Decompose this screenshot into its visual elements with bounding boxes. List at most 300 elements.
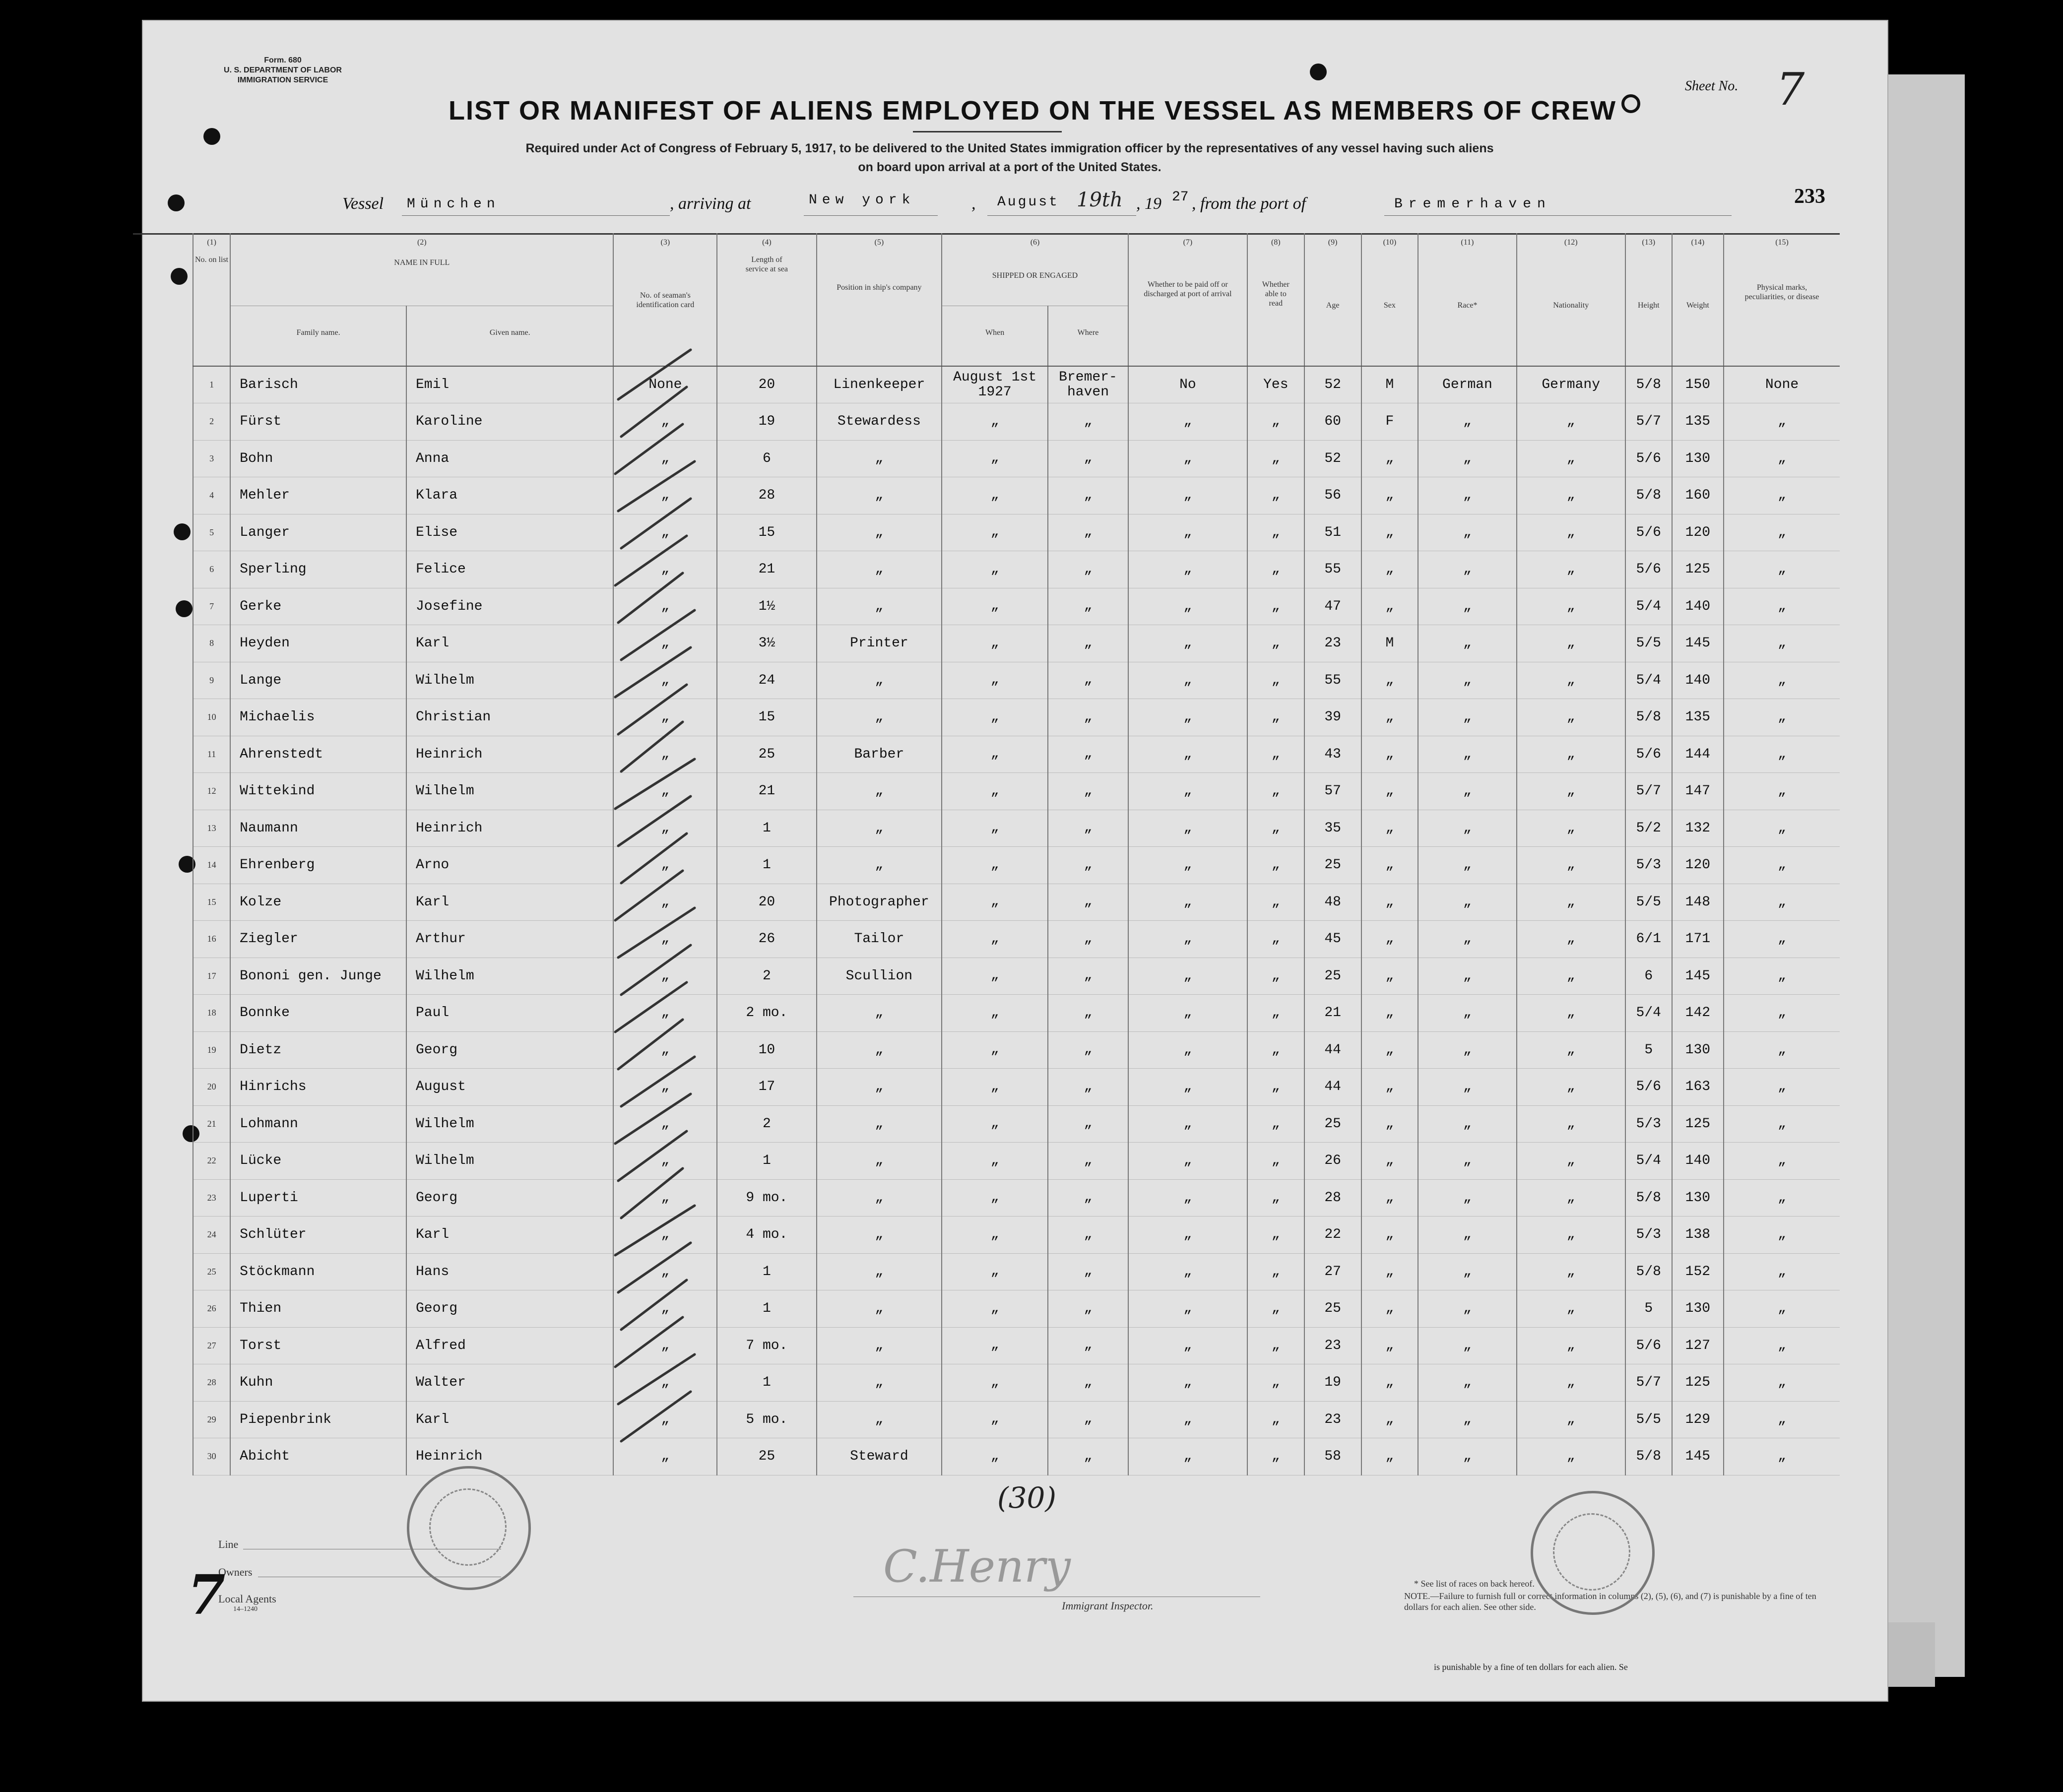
cell-race: „ xyxy=(1418,440,1516,477)
header-race: Race* xyxy=(1418,251,1516,366)
page-number: 233 xyxy=(1794,185,1825,208)
cell-where: „ xyxy=(1048,736,1128,773)
cell-marks: „ xyxy=(1724,773,1840,810)
cell-family: Kuhn xyxy=(230,1364,406,1402)
vessel-underline xyxy=(402,215,670,216)
cell-read: „ xyxy=(1247,699,1304,736)
cell-marks: „ xyxy=(1724,477,1840,514)
arrival-port: New york xyxy=(809,192,915,208)
cell-service: 1½ xyxy=(717,588,816,625)
cell-age: 60 xyxy=(1304,403,1361,441)
pencil-check-mark xyxy=(618,573,683,623)
underlying-note: is punishable by a fine of ten dollars for each alien. Se xyxy=(1434,1662,1628,1672)
cell-height: 5/6 xyxy=(1625,736,1672,773)
punch-hole xyxy=(174,523,191,540)
cell-where: „ xyxy=(1048,403,1128,441)
header-family-name: Family name. xyxy=(230,306,406,367)
punch-hole xyxy=(1621,94,1640,113)
cell-sex: „ xyxy=(1361,921,1418,958)
header-no-on-list: No. on list xyxy=(193,251,230,366)
cell-position: Tailor xyxy=(817,921,942,958)
cell-age: 52 xyxy=(1304,366,1361,403)
inspector-label: Immigrant Inspector. xyxy=(1062,1600,1154,1612)
cell-nationality: „ xyxy=(1517,662,1625,699)
cell-card: „ xyxy=(613,1143,717,1180)
cell-race: „ xyxy=(1418,403,1516,441)
cell-family: Michaelis xyxy=(230,699,406,736)
cell-card: „ xyxy=(613,1069,717,1106)
table-row xyxy=(193,958,1840,995)
cell-nationality: „ xyxy=(1517,1069,1625,1106)
cell-service: 4 mo. xyxy=(717,1216,816,1254)
subtitle-line-1: Required under Act of Congress of February 5, 1917, to be delivered to the United States immigration officer by the representatives of any vessel having such aliens xyxy=(525,141,1494,155)
cell-when: „ xyxy=(942,1438,1048,1475)
cell-nationality: „ xyxy=(1517,921,1625,958)
cell-race: „ xyxy=(1418,1105,1516,1143)
cell-marks: None xyxy=(1724,366,1840,403)
cell-when: „ xyxy=(942,403,1048,441)
punch-hole xyxy=(176,600,193,617)
cell-height: 5/6 xyxy=(1625,551,1672,588)
cell-age: 56 xyxy=(1304,477,1361,514)
cell-height: 5/8 xyxy=(1625,1438,1672,1475)
cell-weight: 152 xyxy=(1672,1253,1724,1290)
cell-weight: 120 xyxy=(1672,514,1724,551)
cell-height: 5/5 xyxy=(1625,625,1672,662)
cell-service: 28 xyxy=(717,477,816,514)
cell-age: 45 xyxy=(1304,921,1361,958)
cell-age: 51 xyxy=(1304,514,1361,551)
cell-given: Alfred xyxy=(406,1327,613,1364)
cell-position: „ xyxy=(817,1216,942,1254)
col-number: (12) xyxy=(1517,233,1625,251)
cell-race: German xyxy=(1418,366,1516,403)
cell-where: „ xyxy=(1048,588,1128,625)
cell-age: 43 xyxy=(1304,736,1361,773)
cell-position: „ xyxy=(817,810,942,847)
cell-marks: „ xyxy=(1724,810,1840,847)
table-row xyxy=(193,1327,1840,1364)
cell-when: „ xyxy=(942,810,1048,847)
cell-race: „ xyxy=(1418,1069,1516,1106)
cell-marks: „ xyxy=(1724,1438,1840,1475)
cell-nationality: „ xyxy=(1517,1216,1625,1254)
cell-given: Georg xyxy=(406,1290,613,1328)
cell-where: „ xyxy=(1048,884,1128,921)
cell-age: 52 xyxy=(1304,440,1361,477)
cell-sex: M xyxy=(1361,625,1418,662)
cell-family: Fürst xyxy=(230,403,406,441)
cell-card: „ xyxy=(613,773,717,810)
cell-marks: „ xyxy=(1724,1401,1840,1438)
cell-weight: 127 xyxy=(1672,1327,1724,1364)
cell-service: 15 xyxy=(717,514,816,551)
cell-when: „ xyxy=(942,736,1048,773)
cell-no: 8 xyxy=(193,625,230,662)
cell-no: 14 xyxy=(193,847,230,884)
cell-sex: M xyxy=(1361,366,1418,403)
owners-label: Owners xyxy=(218,1566,253,1578)
cell-card: „ xyxy=(613,477,717,514)
cell-service: 2 mo. xyxy=(717,995,816,1032)
cell-where: „ xyxy=(1048,958,1128,995)
header-able-read: Whether able to read xyxy=(1247,251,1304,366)
cell-where: „ xyxy=(1048,551,1128,588)
cell-card: „ xyxy=(613,1253,717,1290)
cell-read: „ xyxy=(1247,1179,1304,1216)
cell-no: 1 xyxy=(193,366,230,403)
cell-where: „ xyxy=(1048,625,1128,662)
cell-race: „ xyxy=(1418,1031,1516,1069)
col-number: (3) xyxy=(613,233,717,251)
cell-given: Emil xyxy=(406,366,613,403)
col-number: (15) xyxy=(1724,233,1840,251)
vessel-name: München xyxy=(407,196,500,212)
cell-card: „ xyxy=(613,1179,717,1216)
crew-manifest-table xyxy=(193,233,1840,1475)
col-number: (9) xyxy=(1304,233,1361,251)
cell-sex: „ xyxy=(1361,1364,1418,1402)
cell-service: 1 xyxy=(717,1253,816,1290)
departure-port: Bremerhaven xyxy=(1394,196,1551,212)
header-name-in-full: NAME IN FULL xyxy=(230,251,613,306)
cell-nationality: „ xyxy=(1517,625,1625,662)
cell-given: Karoline xyxy=(406,403,613,441)
cell-family: Lohmann xyxy=(230,1105,406,1143)
cell-weight: 120 xyxy=(1672,847,1724,884)
cell-sex: „ xyxy=(1361,773,1418,810)
cell-height: 5/4 xyxy=(1625,662,1672,699)
cell-height: 5/5 xyxy=(1625,1401,1672,1438)
cell-paid: „ xyxy=(1128,1105,1247,1143)
cell-weight: 142 xyxy=(1672,995,1724,1032)
cell-position: „ xyxy=(817,477,942,514)
cell-given: Felice xyxy=(406,551,613,588)
cell-where: „ xyxy=(1048,810,1128,847)
cell-race: „ xyxy=(1418,1179,1516,1216)
cell-given: Wilhelm xyxy=(406,662,613,699)
col-number: (14) xyxy=(1672,233,1724,251)
table-row xyxy=(193,1143,1840,1180)
cell-weight: 125 xyxy=(1672,1105,1724,1143)
cell-service: 25 xyxy=(717,736,816,773)
cell-position: „ xyxy=(817,995,942,1032)
cell-height: 5/8 xyxy=(1625,699,1672,736)
form-number: Form. 680 xyxy=(264,56,302,64)
cell-read: „ xyxy=(1247,921,1304,958)
cell-sex: „ xyxy=(1361,1216,1418,1254)
cell-marks: „ xyxy=(1724,514,1840,551)
cell-position: Steward xyxy=(817,1438,942,1475)
cell-family: Stöckmann xyxy=(230,1253,406,1290)
cell-no: 15 xyxy=(193,884,230,921)
pencil-check-mark xyxy=(618,1020,683,1069)
cell-sex: „ xyxy=(1361,1179,1418,1216)
cell-given: Karl xyxy=(406,1401,613,1438)
cell-no: 3 xyxy=(193,440,230,477)
cell-age: 27 xyxy=(1304,1253,1361,1290)
cell-nationality: „ xyxy=(1517,1438,1625,1475)
cell-weight: 140 xyxy=(1672,588,1724,625)
cell-service: 10 xyxy=(717,1031,816,1069)
cell-age: 58 xyxy=(1304,1438,1361,1475)
cell-nationality: „ xyxy=(1517,1031,1625,1069)
cell-where: „ xyxy=(1048,440,1128,477)
cell-marks: „ xyxy=(1724,1253,1840,1290)
cell-where: „ xyxy=(1048,1253,1128,1290)
cell-read: „ xyxy=(1247,477,1304,514)
cell-race: „ xyxy=(1418,995,1516,1032)
col-number: (10) xyxy=(1361,233,1418,251)
cell-no: 25 xyxy=(193,1253,230,1290)
cell-nationality: „ xyxy=(1517,514,1625,551)
cell-position: Barber xyxy=(817,736,942,773)
cell-read: „ xyxy=(1247,1253,1304,1290)
cell-where: „ xyxy=(1048,1364,1128,1402)
col-number: (6) xyxy=(942,233,1128,251)
cell-position: „ xyxy=(817,662,942,699)
cell-nationality: „ xyxy=(1517,995,1625,1032)
cell-given: Heinrich xyxy=(406,1438,613,1475)
cell-paid: „ xyxy=(1128,1216,1247,1254)
cell-family: Luperti xyxy=(230,1179,406,1216)
cell-marks: „ xyxy=(1724,588,1840,625)
cell-family: Lücke xyxy=(230,1143,406,1180)
cell-position: „ xyxy=(817,1069,942,1106)
cell-position: „ xyxy=(817,1105,942,1143)
cell-nationality: „ xyxy=(1517,440,1625,477)
cell-family: Ehrenberg xyxy=(230,847,406,884)
pencil-check-mark xyxy=(621,1392,691,1441)
cell-service: 1 xyxy=(717,1143,816,1180)
cell-nationality: „ xyxy=(1517,1327,1625,1364)
cell-family: Barisch xyxy=(230,366,406,403)
cell-height: 5/8 xyxy=(1625,1179,1672,1216)
cell-race: „ xyxy=(1418,662,1516,699)
cell-nationality: „ xyxy=(1517,551,1625,588)
cell-weight: 140 xyxy=(1672,1143,1724,1180)
local-agents-label: Local Agents xyxy=(218,1593,276,1605)
cell-weight: 130 xyxy=(1672,1290,1724,1328)
table-row xyxy=(193,1438,1840,1475)
cell-marks: „ xyxy=(1724,958,1840,995)
cell-service: 2 xyxy=(717,1105,816,1143)
cell-given: Georg xyxy=(406,1179,613,1216)
handwritten-total: (30) xyxy=(997,1481,1057,1515)
cell-paid: „ xyxy=(1128,1364,1247,1402)
cell-paid: „ xyxy=(1128,1031,1247,1069)
cell-family: Heyden xyxy=(230,625,406,662)
cell-given: Georg xyxy=(406,1031,613,1069)
cell-given: Elise xyxy=(406,514,613,551)
cell-no: 24 xyxy=(193,1216,230,1254)
cell-paid: „ xyxy=(1128,699,1247,736)
cell-read: „ xyxy=(1247,1438,1304,1475)
cell-service: 21 xyxy=(717,773,816,810)
cell-no: 21 xyxy=(193,1105,230,1143)
cell-marks: „ xyxy=(1724,1143,1840,1180)
cell-height: 5/6 xyxy=(1625,514,1672,551)
cell-position: „ xyxy=(817,1253,942,1290)
punch-hole xyxy=(203,128,220,145)
cell-marks: „ xyxy=(1724,403,1840,441)
manifest-title: LIST OR MANIFEST OF ALIENS EMPLOYED ON THE VESSEL AS MEMBERS OF CREW xyxy=(449,96,1617,126)
cell-read: „ xyxy=(1247,588,1304,625)
cell-race: „ xyxy=(1418,1401,1516,1438)
cell-no: 27 xyxy=(193,1327,230,1364)
cell-card: „ xyxy=(613,736,717,773)
cell-family: Lange xyxy=(230,662,406,699)
cell-race: „ xyxy=(1418,477,1516,514)
cell-sex: „ xyxy=(1361,810,1418,847)
cell-height: 6/1 xyxy=(1625,921,1672,958)
cell-when: „ xyxy=(942,1401,1048,1438)
cell-nationality: „ xyxy=(1517,958,1625,995)
cell-when: „ xyxy=(942,662,1048,699)
cell-given: Arthur xyxy=(406,921,613,958)
cell-race: „ xyxy=(1418,921,1516,958)
cell-card: „ xyxy=(613,884,717,921)
cell-where: Bremer-haven xyxy=(1048,366,1128,403)
cell-where: „ xyxy=(1048,1401,1128,1438)
arrival-day: 19th xyxy=(1077,189,1123,211)
cell-paid: „ xyxy=(1128,1401,1247,1438)
cell-weight: 145 xyxy=(1672,1438,1724,1475)
cell-service: 1 xyxy=(717,847,816,884)
table-row xyxy=(193,1216,1840,1254)
pencil-check-mark xyxy=(615,871,683,920)
cell-card: „ xyxy=(613,1031,717,1069)
cell-position: Linenkeeper xyxy=(817,366,942,403)
cell-card: „ xyxy=(613,1438,717,1475)
race-note: * See list of races on back hereof. xyxy=(1414,1579,1535,1589)
cell-age: 28 xyxy=(1304,1179,1361,1216)
cell-service: 24 xyxy=(717,662,816,699)
cell-nationality: „ xyxy=(1517,1364,1625,1402)
cell-given: Wilhelm xyxy=(406,1105,613,1143)
cell-family: Dietz xyxy=(230,1031,406,1069)
table-row xyxy=(193,995,1840,1032)
table-row xyxy=(193,588,1840,625)
cell-read: „ xyxy=(1247,440,1304,477)
cell-height: 5/3 xyxy=(1625,1216,1672,1254)
cell-when: „ xyxy=(942,1216,1048,1254)
cell-family: Bohn xyxy=(230,440,406,477)
cell-position: Scullion xyxy=(817,958,942,995)
cell-position: „ xyxy=(817,588,942,625)
cell-weight: 140 xyxy=(1672,662,1724,699)
cell-card: „ xyxy=(613,625,717,662)
cell-when: „ xyxy=(942,1179,1048,1216)
cell-given: Walter xyxy=(406,1364,613,1402)
cell-sex: „ xyxy=(1361,958,1418,995)
cell-marks: „ xyxy=(1724,1105,1840,1143)
cell-where: „ xyxy=(1048,1143,1128,1180)
form-code: 14–1240 xyxy=(233,1605,258,1613)
cell-no: 6 xyxy=(193,551,230,588)
cell-sex: „ xyxy=(1361,662,1418,699)
cell-nationality: „ xyxy=(1517,1290,1625,1328)
cell-paid: „ xyxy=(1128,1290,1247,1328)
year-prefix: , 19 xyxy=(1136,194,1161,213)
cell-read: „ xyxy=(1247,1364,1304,1402)
header-when: When xyxy=(942,306,1048,367)
pencil-check-mark xyxy=(615,424,683,474)
cell-height: 5/3 xyxy=(1625,1105,1672,1143)
cell-paid: „ xyxy=(1128,773,1247,810)
cell-height: 5 xyxy=(1625,1290,1672,1328)
cell-paid: „ xyxy=(1128,477,1247,514)
table-row xyxy=(193,1069,1840,1106)
cell-age: 26 xyxy=(1304,1143,1361,1180)
table-row xyxy=(193,1105,1840,1143)
cell-when: „ xyxy=(942,1031,1048,1069)
cell-service: 15 xyxy=(717,699,816,736)
cell-marks: „ xyxy=(1724,625,1840,662)
cell-position: „ xyxy=(817,1364,942,1402)
cell-height: 5/2 xyxy=(1625,810,1672,847)
cell-paid: „ xyxy=(1128,810,1247,847)
header-sex: Sex xyxy=(1361,251,1418,366)
cell-weight: 160 xyxy=(1672,477,1724,514)
cell-race: „ xyxy=(1418,551,1516,588)
col-number: (8) xyxy=(1247,233,1304,251)
cell-given: Heinrich xyxy=(406,810,613,847)
table-row xyxy=(193,1031,1840,1069)
cell-read: „ xyxy=(1247,625,1304,662)
cell-sex: „ xyxy=(1361,1253,1418,1290)
cell-read: „ xyxy=(1247,1401,1304,1438)
header-given-name: Given name. xyxy=(406,306,613,367)
penalty-note: NOTE.—Failure to furnish full or correct information in columns (2), (5), (6), and (7) is punishable by a fine of ten dollars for each alien. See other side. xyxy=(1404,1591,1816,1612)
cell-position: „ xyxy=(817,1327,942,1364)
cell-race: „ xyxy=(1418,514,1516,551)
cell-read: „ xyxy=(1247,847,1304,884)
col-number: (11) xyxy=(1418,233,1516,251)
cell-given: Karl xyxy=(406,1216,613,1254)
cell-given: August xyxy=(406,1069,613,1106)
cell-read: „ xyxy=(1247,551,1304,588)
cell-sex: „ xyxy=(1361,1105,1418,1143)
table-row xyxy=(193,773,1840,810)
cell-sex: „ xyxy=(1361,884,1418,921)
sheet-number: 7 xyxy=(1776,64,1805,116)
pencil-check-mark xyxy=(615,1317,683,1367)
cell-age: 47 xyxy=(1304,588,1361,625)
cell-sex: „ xyxy=(1361,1401,1418,1438)
cell-no: 13 xyxy=(193,810,230,847)
cell-weight: 144 xyxy=(1672,736,1724,773)
table-row xyxy=(193,625,1840,662)
cell-age: 25 xyxy=(1304,1290,1361,1328)
col-number: (7) xyxy=(1128,233,1247,251)
table-row xyxy=(193,810,1840,847)
cell-no: 20 xyxy=(193,1069,230,1106)
manifest-subtitle xyxy=(377,139,1642,177)
table-row xyxy=(193,1401,1840,1438)
cell-sex: „ xyxy=(1361,477,1418,514)
cell-age: 39 xyxy=(1304,699,1361,736)
cell-nationality: „ xyxy=(1517,884,1625,921)
cell-card: „ xyxy=(613,1364,717,1402)
cell-nationality: „ xyxy=(1517,1143,1625,1180)
cell-given: Christian xyxy=(406,699,613,736)
cell-sex: „ xyxy=(1361,1290,1418,1328)
cell-card: „ xyxy=(613,1216,717,1254)
cell-read: „ xyxy=(1247,773,1304,810)
cell-card: „ xyxy=(613,921,717,958)
cell-sex: „ xyxy=(1361,1069,1418,1106)
